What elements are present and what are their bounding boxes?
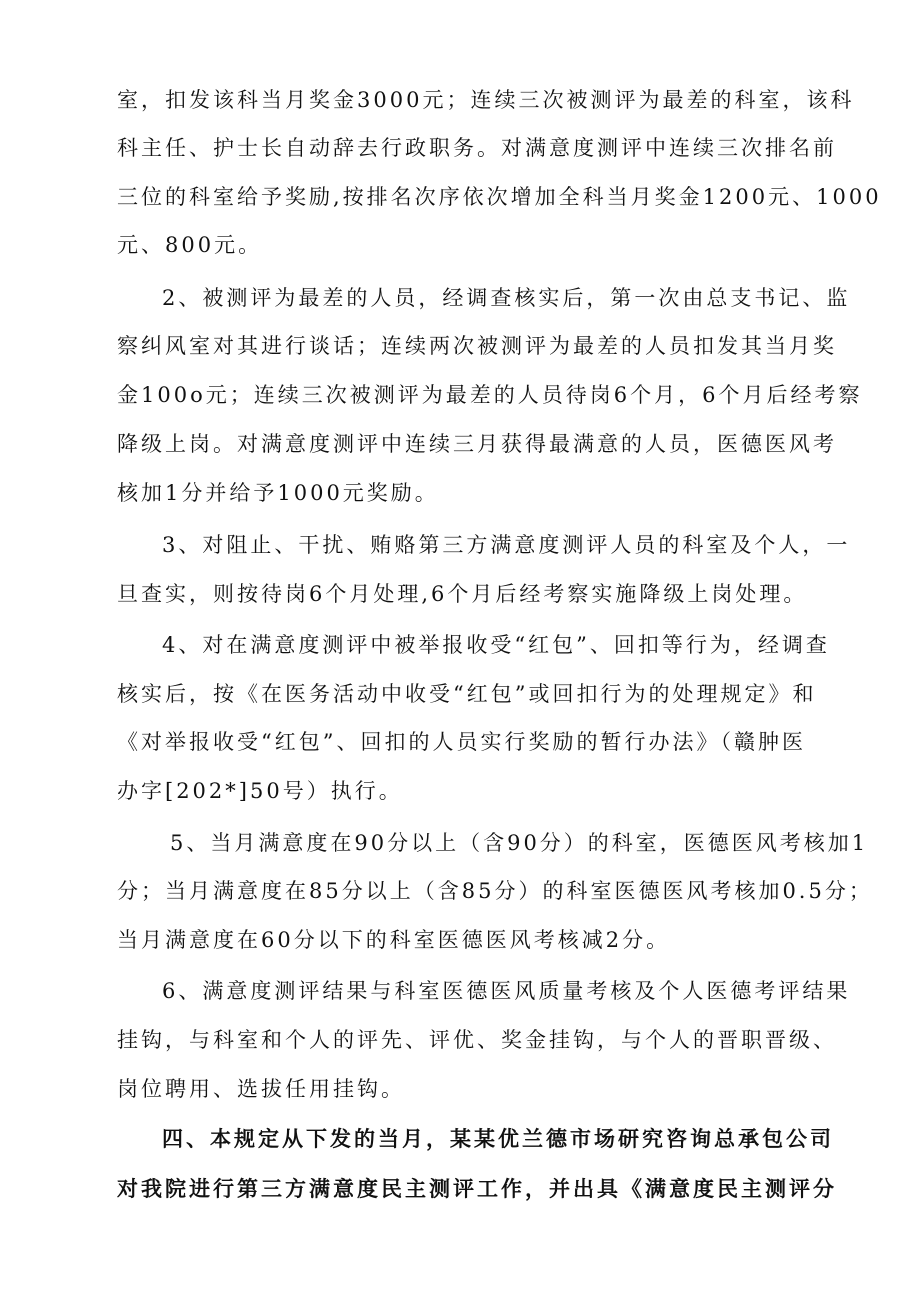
text-line: 元、800元。 [117,233,263,257]
text-line: 核实后，按《在医务活动中收受“红包”或回扣行为的处理规定》和 [117,682,817,706]
text-line: 降级上岗。对满意度测评中连续三月获得最满意的人员，医德医风考 [117,432,837,456]
section-four-heading-line: 四、本规定从下发的当月，某某优兰德市场研究咨询总承包公司 [162,1126,834,1151]
section-four-line: 对我院进行第三方满意度民主测评工作，并出具《满意度民主测评分 [117,1176,837,1201]
text-line: 室，扣发该科当月奖金3000元；连续三次被测评为最差的科室，该科 [117,88,855,112]
paragraph-6-line: 6、满意度测评结果与科室医德医风质量考核及个人医德考评结果 [162,979,851,1003]
text-line: 察纠风室对其进行谈话；连续两次被测评为最差的人员扣发其当月奖 [117,334,837,358]
text-line: 旦查实，则按待岗6个月处理,6个月后经考察实施降级上岗处理。 [117,582,808,606]
text-line: 科主任、护士长自动辞去行政职务。对满意度测评中连续三次排名前 [117,136,837,160]
text-line: 挂钩，与科室和个人的评先、评优、奖金挂钩，与个人的晋职晋级、 [117,1028,837,1052]
text-line: 三位的科室给予奖励,按排名次序依次增加全科当月奖金1200元、1000 [117,185,882,209]
text-line: 当月满意度在60分以下的科室医德医风考核减2分。 [117,928,671,952]
text-line: 岗位聘用、选拔任用挂钩。 [117,1077,405,1101]
text-line: 分；当月满意度在85分以上（含85分）的科室医德医风考核加0.5分； [117,879,873,903]
text-line: 办字[202*]50号）执行。 [117,779,403,803]
paragraph-4-line: 4、对在满意度测评中被举报收受“红包”、回扣等行为，经调查 [162,633,830,657]
text-line: 核加1分并给予1000元奖励。 [117,481,439,505]
text-line: 金100o元；连续三次被测评为最差的人员待岗6个月，6个月后经考察 [117,383,863,407]
paragraph-3-line: 3、对阻止、干扰、贿赂第三方满意度测评人员的科室及个人，一 [162,533,851,557]
paragraph-2-line: 2、被测评为最差的人员，经调查核实后，第一次由总支书记、监 [162,286,851,310]
paragraph-5-line: 5、当月满意度在90分以上（含90分）的科室，医德医风考核加1 [170,831,869,855]
text-line: 《对举报收受“红包”、回扣的人员实行奖励的暂行办法》（赣肿医 [117,730,806,754]
